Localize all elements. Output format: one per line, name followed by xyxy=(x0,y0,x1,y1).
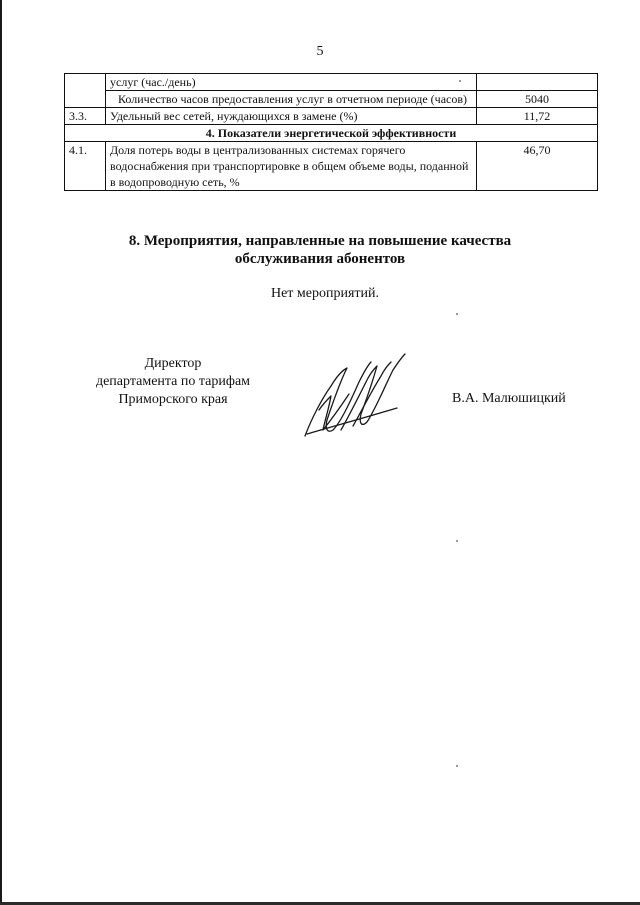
continued-row-text: услуг (час./день) xyxy=(110,75,196,89)
scan-speck xyxy=(456,765,458,767)
section-8-title-line1: 8. Мероприятия, направленные на повышение качества xyxy=(128,233,512,249)
handwritten-signature xyxy=(297,350,407,440)
table-row xyxy=(65,91,598,108)
row-number-3-3: 3.3. xyxy=(65,108,106,125)
signer-position xyxy=(88,355,258,409)
signer-position-line2: департамента по тарифам xyxy=(95,374,251,389)
no-measures-text: Нет мероприятий. xyxy=(270,286,380,301)
hours-label: Количество часов предоставления услуг в отчетном периоде (часов) xyxy=(106,91,477,108)
signer-position-line1: Директор xyxy=(144,356,202,371)
row-value-cell xyxy=(477,74,598,91)
table-row xyxy=(65,125,598,142)
row-number-cell xyxy=(65,74,106,108)
section-8-title xyxy=(0,232,640,268)
section-8-title-line2: обслуживания абонентов xyxy=(234,251,406,267)
table-row xyxy=(65,74,598,91)
signer-position-line3: Приморского края xyxy=(118,392,228,407)
scan-speck xyxy=(459,80,461,82)
page-number: 5 xyxy=(316,44,324,59)
water-loss-label: Доля потерь воды в централизованных системах горячего водоснабжения при транспортировке в общем объеме воды, поданной в водопроводную сеть, % xyxy=(106,142,477,191)
table-row xyxy=(65,108,598,125)
section-4-heading: 4. Показатели энергетической эффективности xyxy=(65,125,598,142)
networks-replacement-label: Удельный вес сетей, нуждающихся в замене (%) xyxy=(106,108,477,125)
networks-replacement-value: 11,72 xyxy=(477,108,598,125)
signer-name: В.А. Малюшицкий xyxy=(452,391,566,406)
water-loss-value: 46,70 xyxy=(477,142,598,191)
scan-left-edge xyxy=(0,0,2,905)
hours-value: 5040 xyxy=(477,91,598,108)
scan-speck xyxy=(456,313,458,315)
row-label-cell xyxy=(106,74,477,91)
row-number-4-1: 4.1. xyxy=(65,142,106,191)
table-row xyxy=(65,142,598,191)
indicators-table xyxy=(64,73,598,191)
scan-speck xyxy=(456,540,458,542)
